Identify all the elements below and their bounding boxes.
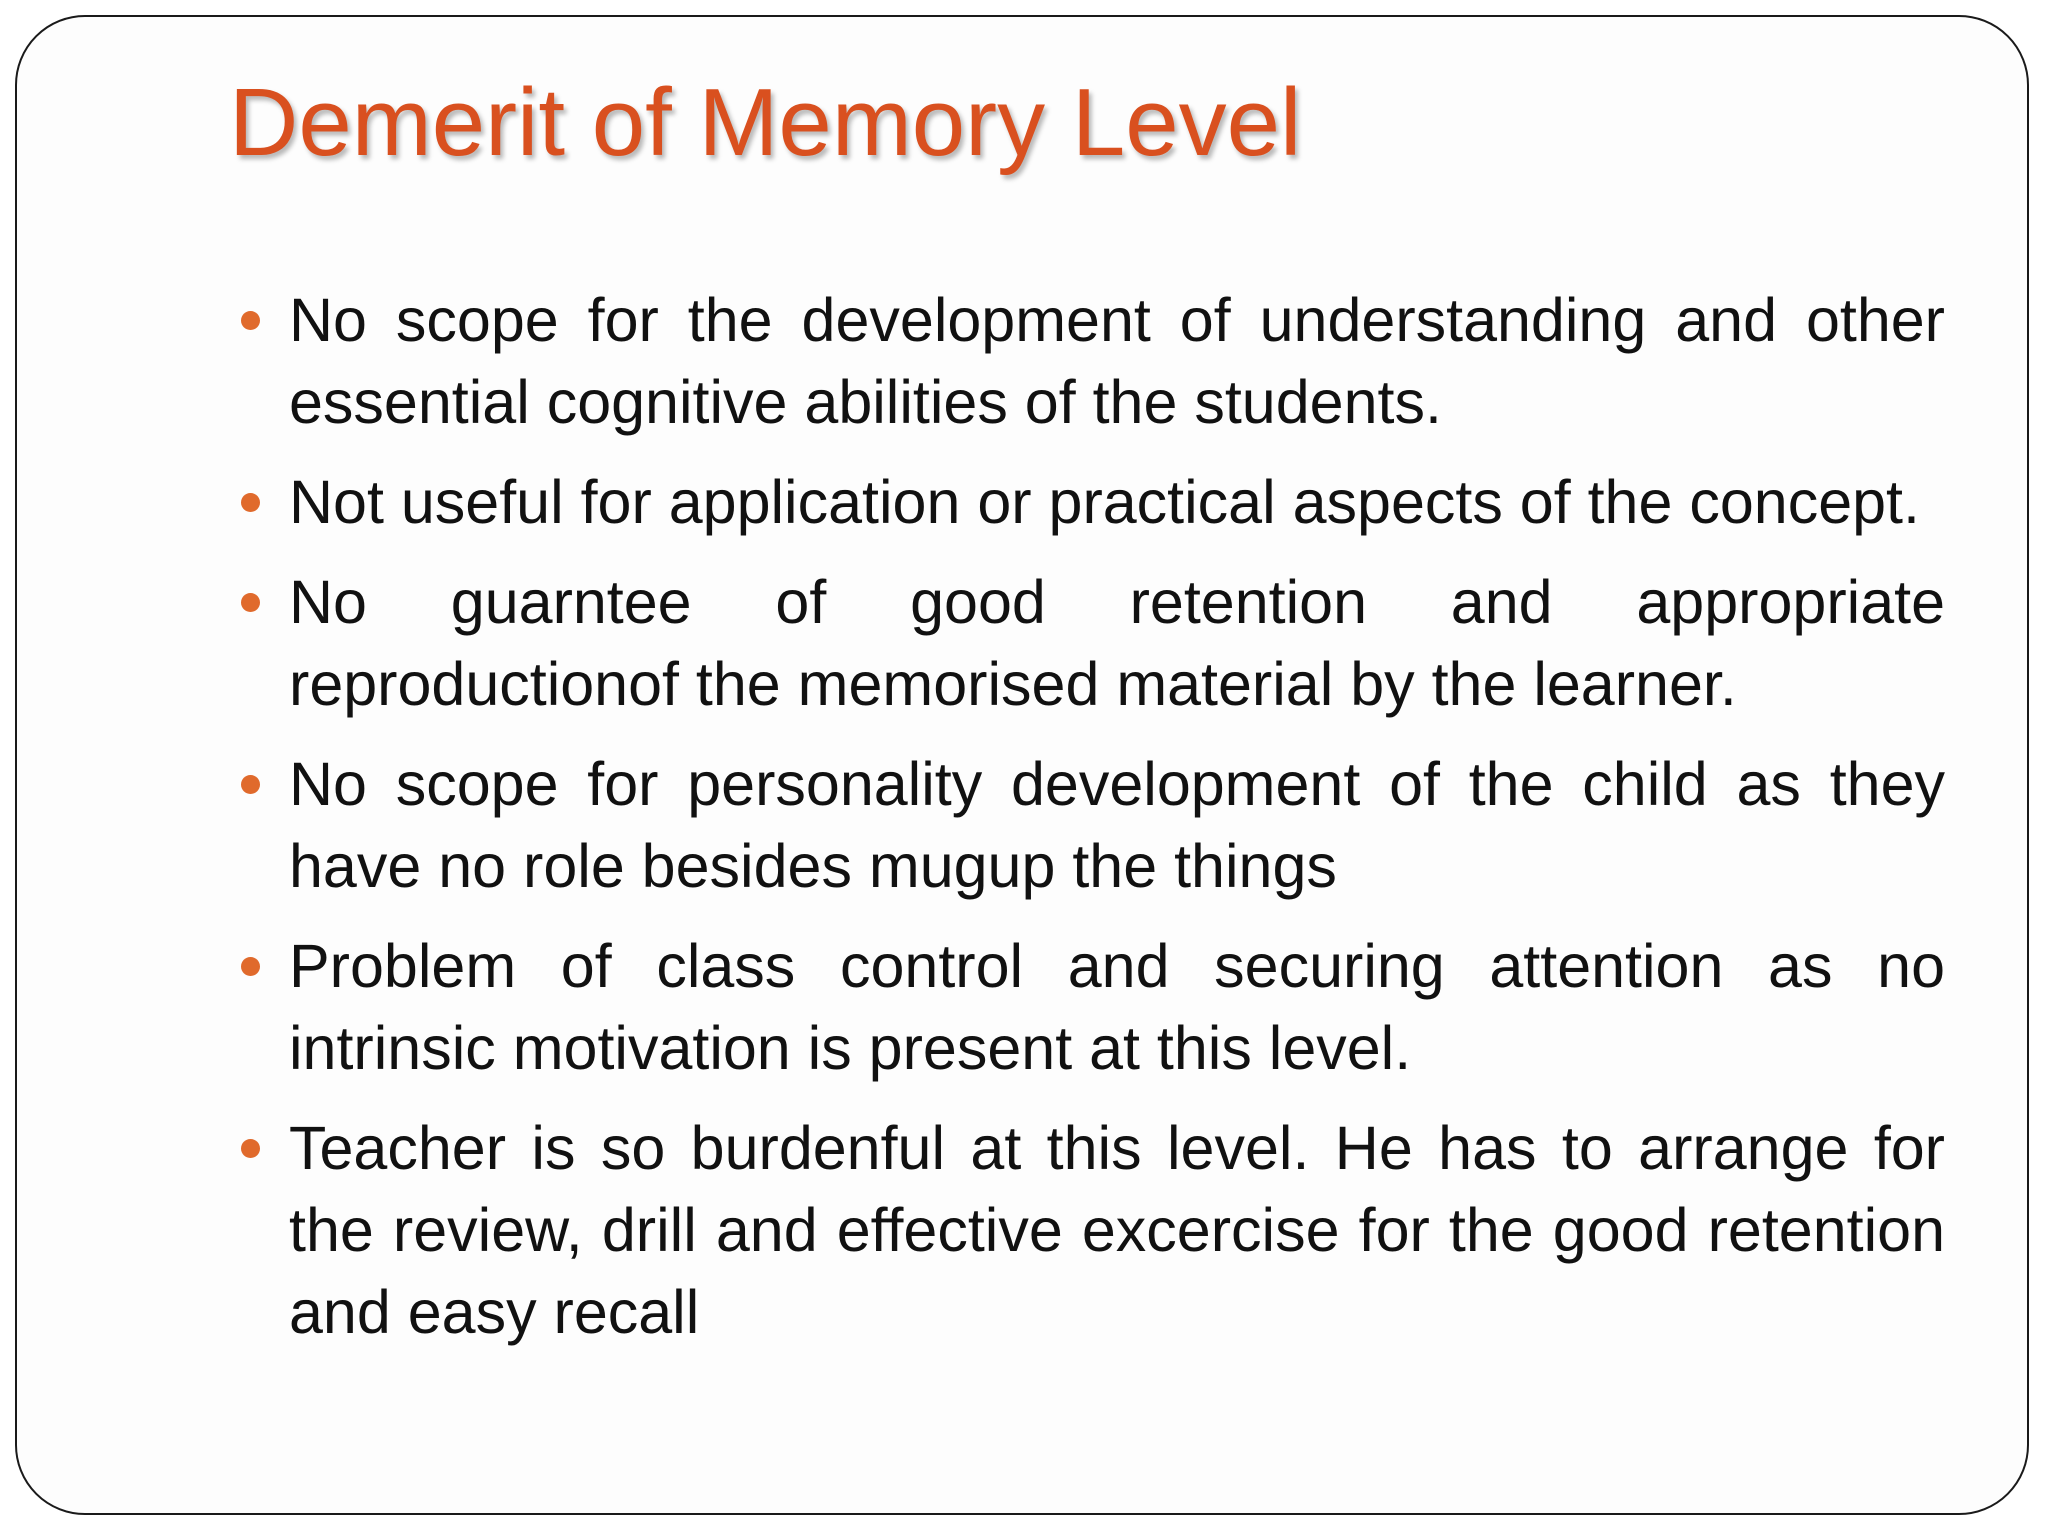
bullet-item (229, 279, 1945, 443)
slide-frame (15, 15, 2029, 1515)
bullet-dot-icon (241, 493, 260, 512)
bullet-dot-icon (241, 311, 260, 330)
bullet-dot-icon (241, 593, 260, 612)
bullet-text: No scope for the development of understanding and other essential cognitive abilities of the students. (289, 286, 1945, 436)
bullet-text: Teacher is so burdenful at this level. He has to arrange for the review, drill and effective excercise for the good retention and easy recall (289, 1114, 1945, 1346)
bullet-item (229, 743, 1945, 907)
bullet-dot-icon (241, 1139, 260, 1158)
slide-title: Demerit of Memory Level (229, 69, 1302, 176)
bullet-item (229, 561, 1945, 725)
bullet-text: No guarntee of good retention and appropriate reproductionof the memorised material by the learner. (289, 568, 1945, 718)
bullet-item (229, 461, 1945, 543)
bullet-dot-icon (241, 957, 260, 976)
bullet-text: Problem of class control and securing attention as no intrinsic motivation is present at this level. (289, 932, 1945, 1082)
bullet-item (229, 925, 1945, 1089)
bullet-text: Not useful for application or practical aspects of the concept. (289, 468, 1920, 536)
bullet-item (229, 1107, 1945, 1353)
bullet-text: No scope for personality development of the child as they have no role besides mugup the things (289, 750, 1945, 900)
bullet-list (229, 279, 1945, 1371)
bullet-dot-icon (241, 775, 260, 794)
